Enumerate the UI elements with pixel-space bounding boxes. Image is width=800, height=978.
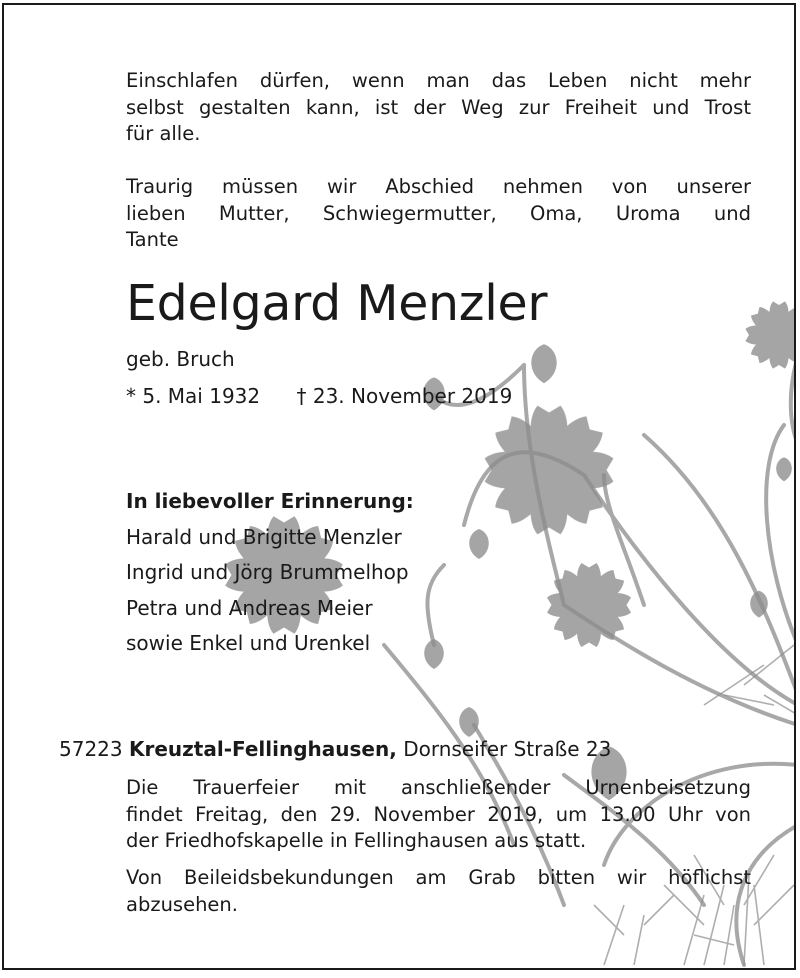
mourner-name: Petra und Andreas Meier — [126, 595, 373, 620]
obituary-notice — [2, 3, 796, 970]
mourner-name: Harald und Brigitte Menzler — [126, 524, 402, 549]
city: Kreuztal-Fellinghausen, — [128, 737, 397, 761]
funeral-line: findet Freitag, den 29. November 2019, um 13.00 Uhr von — [126, 802, 751, 826]
announcement-line: Tante — [126, 228, 179, 251]
intro-line: für alle. — [126, 122, 201, 145]
mourner-name: sowie Enkel und Urenkel — [126, 631, 371, 655]
intro-paragraph — [126, 68, 751, 148]
condolences-paragraph — [126, 865, 751, 918]
address-line — [59, 735, 611, 763]
death-date: † 23. November 2019 — [296, 384, 513, 408]
postcode: 57223 — [59, 737, 123, 761]
announcement-paragraph — [126, 174, 751, 254]
life-dates — [126, 383, 512, 409]
funeral-paragraph — [126, 775, 751, 855]
mourners-list — [126, 484, 414, 662]
intro-line: selbst gestalten kann, ist der Weg zur Freiheit und Trost — [126, 95, 751, 119]
birth-name: geb. Bruch — [126, 347, 235, 371]
street: Dornseifer Straße 23 — [403, 737, 612, 761]
condolences-line: Von Beileidsbekundungen am Grab bitten wir höflichst — [126, 866, 751, 889]
intro-line: Einschlafen dürfen, wenn man das Leben nicht mehr — [126, 69, 751, 92]
deceased-name: Edelgard Menzler — [126, 275, 548, 332]
funeral-line: der Friedhofskapelle in Fellinghausen aus statt. — [126, 829, 587, 852]
announcement-line: lieben Mutter, Schwiegermutter, Oma, Uroma und — [126, 201, 751, 225]
mourner-name: Ingrid und Jörg Brummelhop — [126, 560, 409, 584]
funeral-line: Die Trauerfeier mit anschließender Urnenbeisetzung — [126, 776, 751, 799]
condolences-line: abzusehen. — [126, 892, 238, 916]
birth-date: * 5. Mai 1932 — [126, 384, 261, 408]
mourners-heading: In liebevoller Erinnerung: — [126, 489, 414, 513]
announcement-line: Traurig müssen wir Abschied nehmen von unserer — [126, 175, 751, 198]
